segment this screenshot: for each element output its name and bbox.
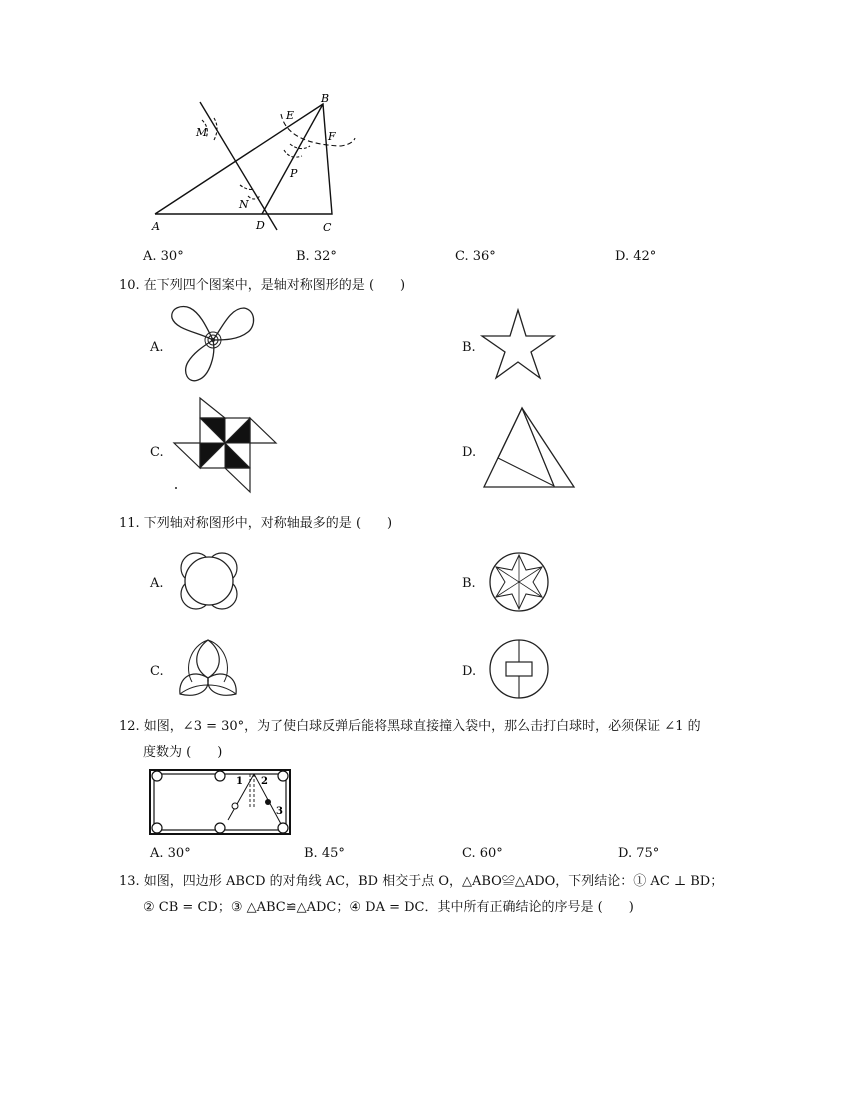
- star-in-circle-figure: [488, 551, 550, 613]
- q9-option-c: C. 36°: [455, 249, 496, 264]
- q9-label-n: N: [239, 198, 249, 211]
- q9-option-d: D. 42°: [615, 249, 657, 264]
- q9-option-a: A. 30°: [143, 249, 184, 264]
- star-figure: [480, 308, 556, 380]
- q12-stem-line1: 12. 如图，∠3 = 30°，为了使白球反弹后能将黑球直接撞入袋中，那么击打白球时，必须保证 ∠1 的: [119, 719, 701, 734]
- q9-option-b: B. 32°: [296, 249, 337, 264]
- q10-option-d-label: D.: [462, 445, 477, 460]
- q12-option-c: C. 60°: [462, 846, 503, 861]
- q11-option-c-label: C.: [150, 664, 164, 679]
- q10-option-a-label: A.: [150, 340, 164, 355]
- q11-option-a-label: A.: [150, 576, 164, 591]
- q9-label-c: C: [323, 221, 332, 234]
- q11-option-d-label: D.: [462, 664, 477, 679]
- q9-label-e: E: [286, 109, 295, 122]
- q9-label-m: M: [196, 126, 208, 139]
- propeller-figure: [168, 302, 258, 384]
- q11-stem: 11. 下列轴对称图形中，对称轴最多的是 ( ): [119, 516, 393, 531]
- q12-option-d: D. 75°: [618, 846, 660, 861]
- q9-label-f: F: [328, 130, 336, 143]
- q9-geometry-figure: [140, 90, 360, 240]
- four-circle-figure: [176, 548, 242, 614]
- q9-label-b: B: [321, 92, 330, 105]
- q12-angle-label-3: 3: [276, 806, 283, 817]
- q12-stem-line2: 度数为 ( ): [143, 745, 223, 760]
- pinwheel-figure: [172, 396, 280, 496]
- q9-label-p: P: [290, 167, 298, 180]
- billiard-table-figure: [148, 768, 292, 836]
- q12-option-b: B. 45°: [304, 846, 345, 861]
- q9-label-d: D: [256, 219, 265, 232]
- q13-stem-line1: 13. 如图，四边形 ABCD 的对角线 AC，BD 相交于点 O，△ABO≌△ADO，下列结论：① AC ⊥ BD；: [119, 874, 724, 889]
- q10-option-c-label: C.: [150, 445, 164, 460]
- q12-angle-label-2: 2: [261, 776, 268, 787]
- triquetra-figure: [176, 638, 240, 698]
- q10-option-b-label: B.: [462, 340, 476, 355]
- q12-angle-label-1: 1: [236, 776, 243, 787]
- q12-option-a: A. 30°: [150, 846, 191, 861]
- q13-stem-line2: ② CB = CD；③ △ABC≌△ADC；④ DA = DC．其中所有正确结论的序号是 ( ): [143, 900, 634, 915]
- circle-with-rectangle-figure: [488, 638, 550, 700]
- q11-option-b-label: B.: [462, 576, 476, 591]
- nested-triangle-figure: [482, 406, 576, 490]
- q9-label-a: A: [152, 220, 160, 233]
- q10-stem: 10. 在下列四个图案中，是轴对称图形的是 ( ): [119, 278, 406, 293]
